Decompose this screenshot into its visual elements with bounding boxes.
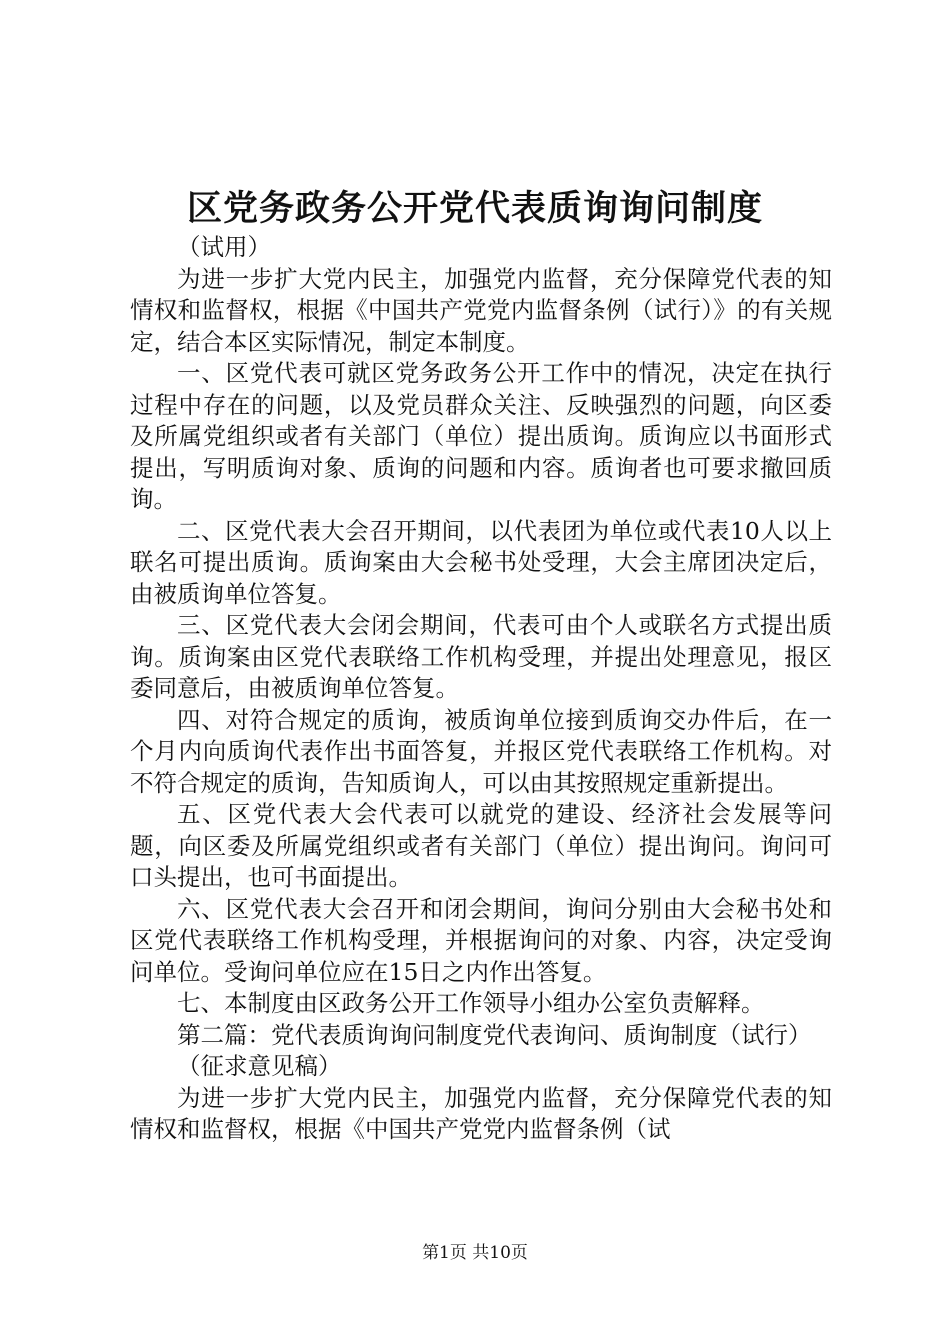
page-title: 区党务政务公开党代表质询询问制度 (186, 188, 763, 229)
paragraph-draft-note: （征求意见稿） (177, 1052, 342, 1080)
paragraph-trial-note: （试用） (177, 233, 271, 261)
page-footer: 第1页 共10页 (422, 1243, 528, 1263)
paragraph-article-4: 四、对符合规定的质询，被质询单位接到质询交办件后，在一个月内向质询代表作出书面答复，并报区党代表联络工作机构。对不符合规定的质询，告知质询人，可以由其按照规定重新提出。 (130, 705, 832, 797)
paragraph-article-7: 七、本制度由区政务公开工作领导小组办公室负责解释。 (177, 989, 765, 1017)
paragraph-article-6: 六、区党代表大会召开和闭会期间，询问分别由大会秘书处和区党代表联络工作机构受理，并根据询问的对象、内容，决定受询问单位。受询问单位应在15日之内作出答复。 (130, 894, 832, 986)
paragraph-preamble: 为进一步扩大党内民主，加强党内监督，充分保障党代表的知情权和监督权，根据《中国共产党党内监督条例（试行）》的有关规定，结合本区实际情况，制定本制度。 (130, 264, 832, 356)
paragraph-article-1: 一、区党代表可就区党务政务公开工作中的情况，决定在执行过程中存在的问题，以及党员群众关注、反映强烈的问题，向区委及所属党组织或者有关部门（单位）提出质询。质询应以书面形式提出，写明质询对象、质询的问题和内容。质询者也可要求撤回质询。 (130, 359, 832, 513)
paragraph-part-two-heading: 第二篇：党代表质询询问制度党代表询问、质询制度（试行） (177, 1020, 812, 1049)
paragraph-part-two-preamble: 为进一步扩大党内民主，加强党内监督，充分保障党代表的知情权和监督权，根据《中国共产党党内监督条例（试 (130, 1083, 832, 1143)
paragraph-article-3: 三、区党代表大会闭会期间，代表可由个人或联名方式提出质询。质询案由区党代表联络工作机构受理，并提出处理意见，报区委同意后，由被质询单位答复。 (130, 611, 832, 702)
paragraph-article-2: 二、区党代表大会召开期间，以代表团为单位或代表10人以上联名可提出质询。质询案由大会秘书处受理，大会主席团决定后，由被质询单位答复。 (130, 516, 832, 608)
paragraph-article-5: 五、区党代表大会代表可以就党的建设、经济社会发展等问题，向区委及所属党组织或者有关部门（单位）提出询问。询问可口头提出，也可书面提出。 (130, 800, 832, 891)
document-body (130, 232, 832, 1146)
